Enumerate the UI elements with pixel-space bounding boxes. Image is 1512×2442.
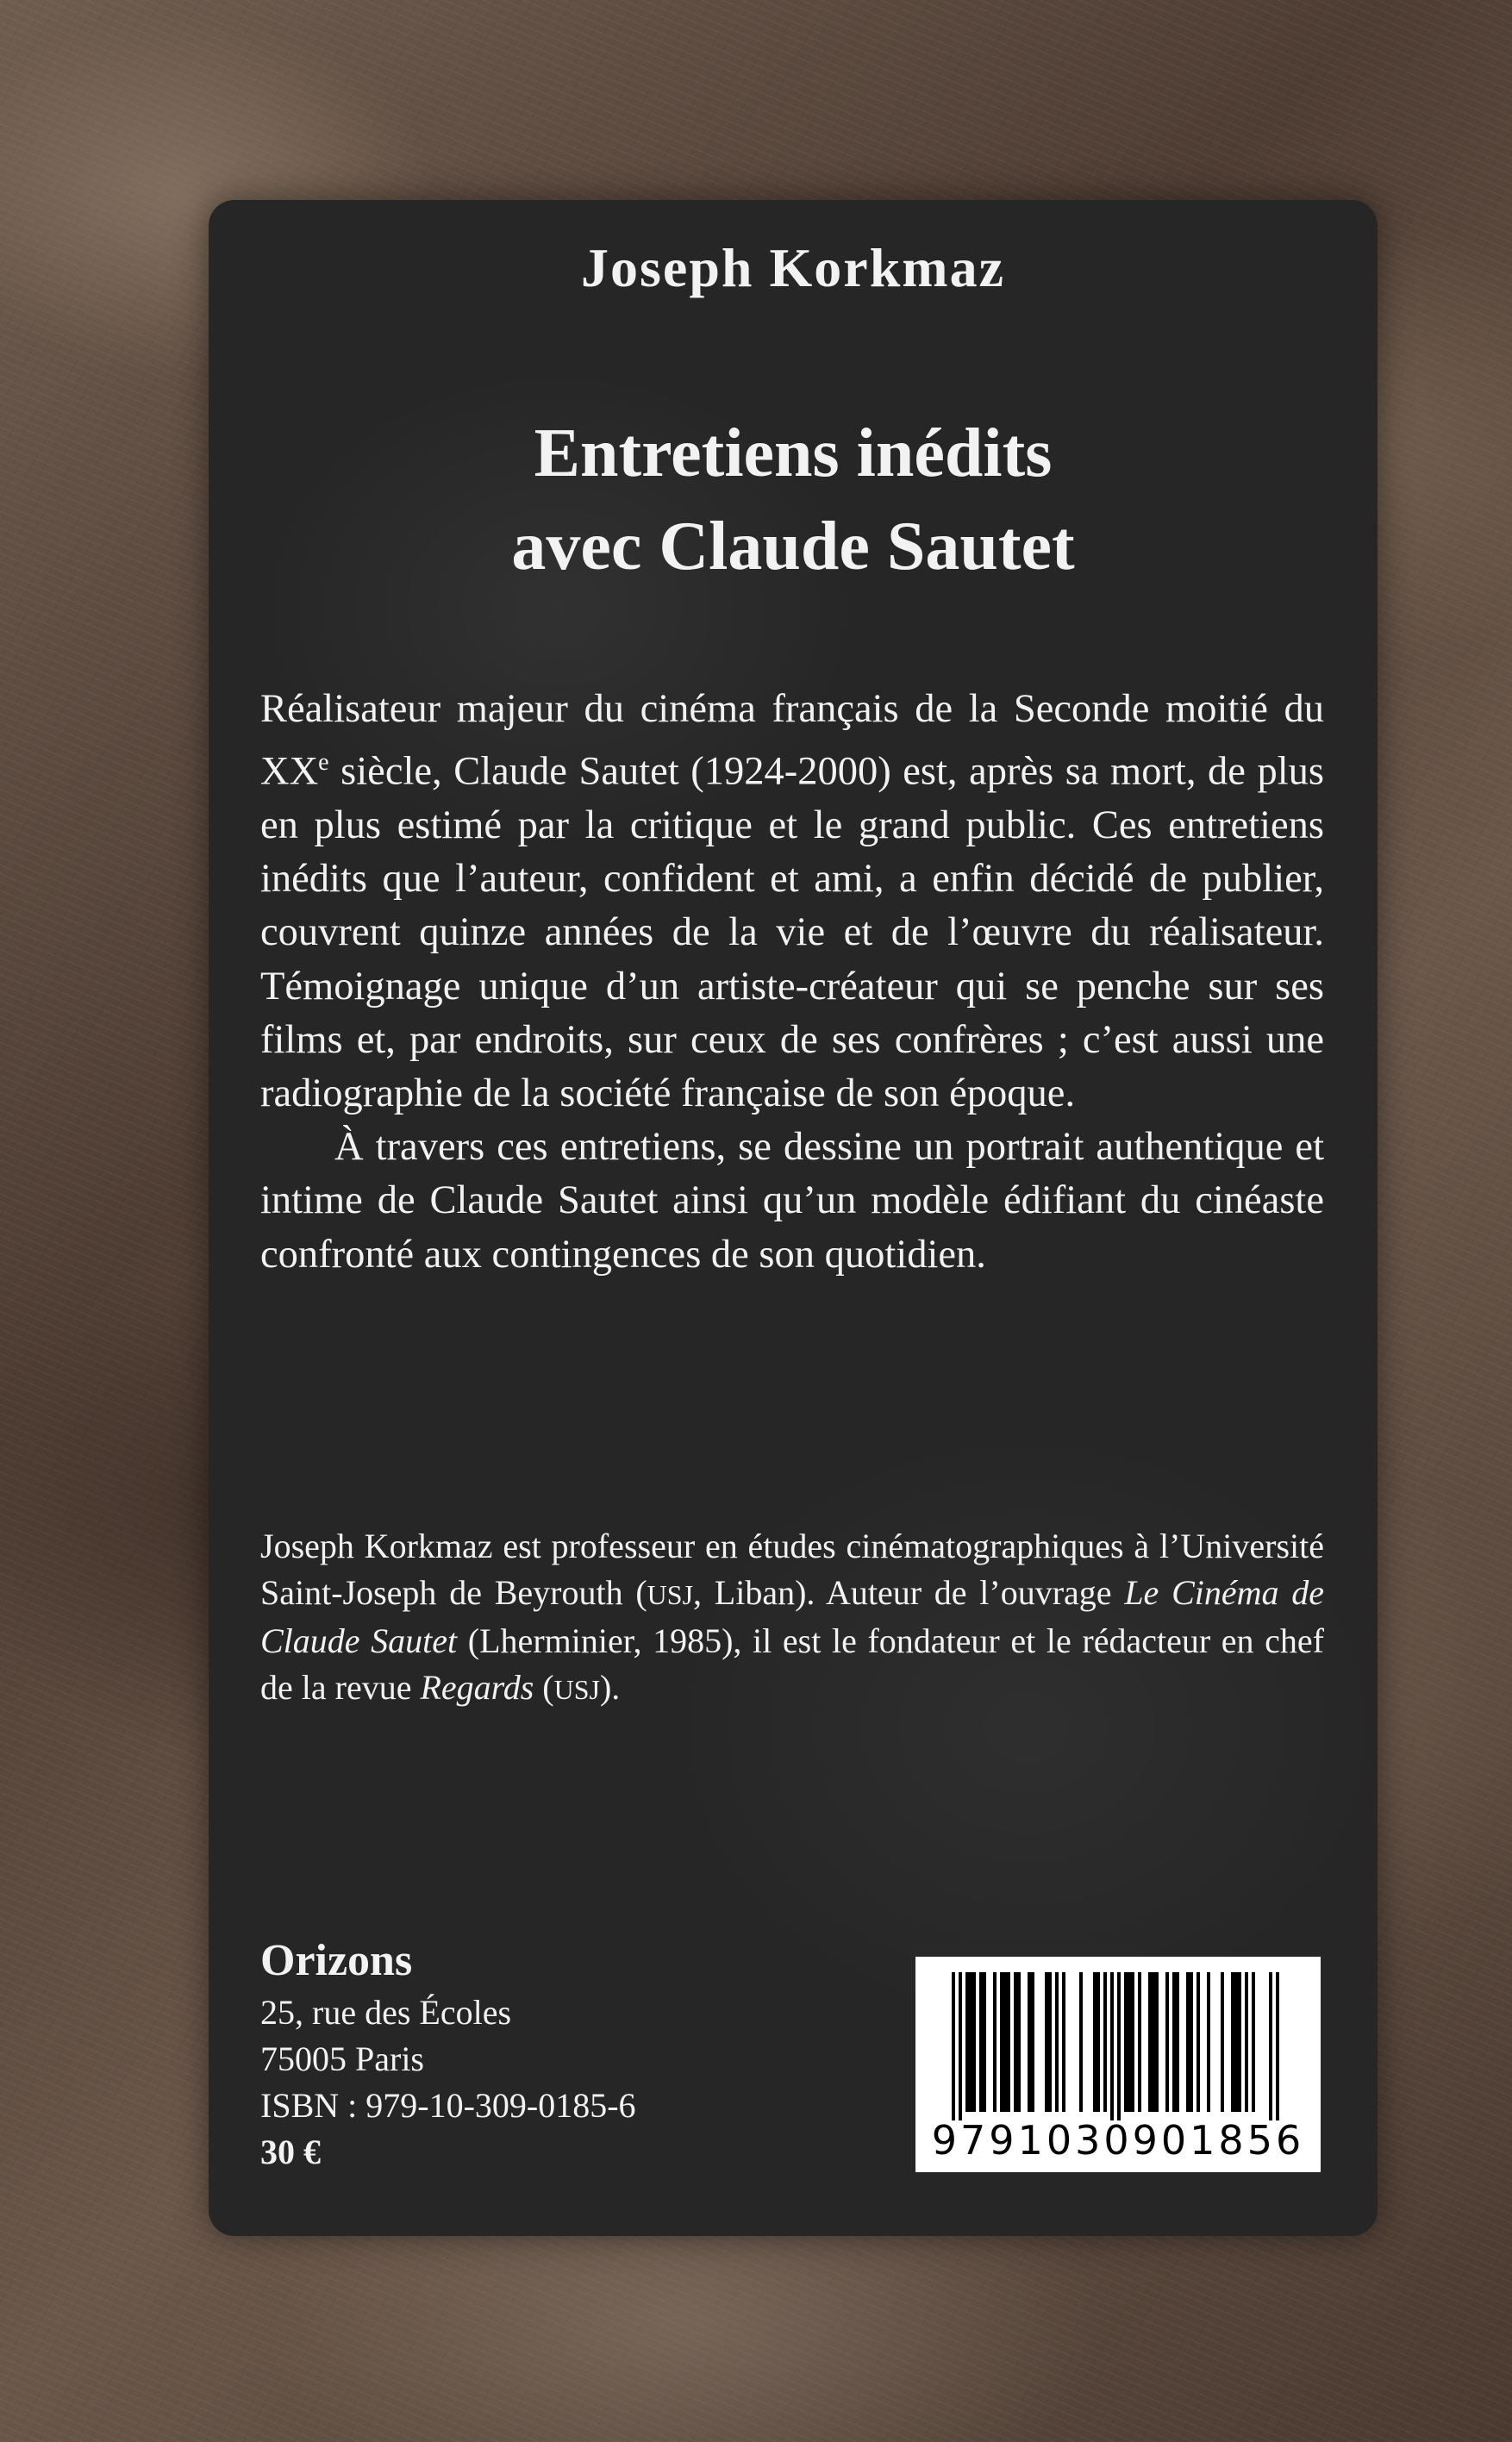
author-bio — [260, 1523, 1324, 1713]
barcode-bar — [993, 1972, 997, 2112]
barcode-bar — [952, 1972, 955, 2120]
barcode-bar — [979, 1972, 983, 2112]
barcode-bar — [1103, 1972, 1107, 2112]
barcode-bar — [1097, 1972, 1100, 2112]
barcode-bar — [1221, 1972, 1224, 2112]
blurb-paragraph-2: À travers ces entretiens, se dessine un portrait authentique et intime de Claude Sautet ainsi qu’un modèle édifiant du cinéaste confronté aux contingences de son quotidien. — [260, 1125, 1324, 1277]
barcode-bar — [1252, 1972, 1255, 2112]
book-title — [209, 407, 1378, 593]
bio-book-title: Le Cinéma de Claude Sautet — [260, 1573, 1325, 1660]
barcode-bar — [1124, 1972, 1128, 2112]
barcode-bar — [1131, 1972, 1134, 2112]
barcode-bar — [972, 1972, 976, 2112]
barcode-bar — [1176, 1972, 1179, 2112]
title-line-1: Entretiens inédits — [534, 415, 1053, 491]
barcode-bar — [1186, 1972, 1190, 2112]
publisher-street: 25, rue des Écoles — [260, 1993, 512, 2032]
barcode-bar — [1093, 1972, 1097, 2112]
barcode-bar — [1172, 1972, 1176, 2112]
barcode-bar — [1148, 1972, 1152, 2112]
bio-text: Joseph Korkmaz est professeur en études cinématographiques à l’Université Saint-Joseph de Beyrouth ( — [260, 1527, 1324, 1612]
bio-text: ). — [599, 1668, 621, 1707]
barcode-bar — [1017, 1972, 1021, 2112]
publisher-block — [260, 1933, 636, 2176]
blurb-text: Réalisateur majeur du cinéma français de la Seconde moitié du XX — [260, 687, 1324, 794]
barcode-bar — [1117, 1972, 1121, 2120]
barcode-bar — [1014, 1972, 1017, 2112]
barcode-bar — [1128, 1972, 1131, 2112]
barcode-bar — [1207, 1972, 1210, 2112]
barcode-bar — [1138, 1972, 1141, 2112]
cover-panel — [209, 200, 1378, 2236]
bio-usj: USJ — [553, 1674, 600, 1705]
barcode-bar — [969, 1972, 972, 2112]
blurb-paragraph-1 — [260, 683, 1324, 1121]
barcode-bar — [1165, 1972, 1169, 2112]
publisher-city: 75005 Paris — [260, 2039, 424, 2078]
barcode-bar — [1276, 1972, 1279, 2120]
barcode-bar — [1190, 1972, 1193, 2112]
barcode-bar — [1269, 1972, 1272, 2120]
barcode-bars — [915, 1957, 1321, 2120]
barcode-bar — [1155, 1972, 1159, 2112]
barcode-bar — [1055, 1972, 1059, 2112]
barcode-bar — [1000, 1972, 1003, 2112]
century-superscript: e — [318, 749, 329, 777]
bio-usj: USJ — [647, 1579, 694, 1610]
barcode-bar — [1238, 1972, 1241, 2112]
barcode-bar — [1079, 1972, 1083, 2112]
barcode-bar — [1196, 1972, 1200, 2112]
blurb-text: siècle, Claude Sautet (1924-2000) est, après sa mort, de plus en plus estimé par la critique et le grand public. Ces entretiens inédits que l’auteur, confident et ami, a enfin décidé de publier, couvrent quinze années de la vie et de l’œuvre du réalisateur. Témoignage unique d’un artiste-créateur qui se penche sur ses films et, par endroits, sur ceux de ses confrères ; c’est aussi une radiographie de la société française de son époque. — [260, 749, 1324, 1115]
barcode-bar — [1231, 1972, 1234, 2112]
barcode — [915, 1957, 1321, 2172]
barcode-bar — [1031, 1972, 1034, 2112]
bio-text: , Liban). Auteur de l’ouvrage — [693, 1573, 1125, 1612]
barcode-bar — [1234, 1972, 1238, 2112]
title-line-2: avec Claude Sautet — [511, 509, 1075, 584]
bio-text: ( — [534, 1668, 554, 1707]
isbn: ISBN : 979-10-309-0185-6 — [260, 2086, 636, 2125]
bio-text: (Lherminier, 1985), il est le fondateur et le rédacteur en chef de la revue — [260, 1621, 1324, 1707]
barcode-digits: 9791030901856 — [931, 2117, 1305, 2164]
bio-revue-title: Regards — [420, 1668, 534, 1707]
barcode-bar — [1028, 1972, 1031, 2112]
barcode-bar — [965, 1972, 969, 2112]
barcode-bar — [1110, 1972, 1114, 2120]
barcode-bar — [1007, 1972, 1010, 2112]
barcode-bar — [1062, 1972, 1065, 2112]
barcode-bar — [1045, 1972, 1048, 2112]
barcode-bar — [959, 1972, 962, 2120]
price: 30 € — [260, 2133, 321, 2171]
barcode-bar — [1048, 1972, 1052, 2112]
blurb — [260, 683, 1324, 1282]
author-name: Joseph Korkmaz — [581, 237, 1005, 298]
barcode-bar — [1003, 1972, 1007, 2112]
barcode-bar — [1152, 1972, 1155, 2112]
barcode-bar — [1245, 1972, 1248, 2112]
publisher-name: Orizons — [260, 1936, 413, 1985]
barcode-bar — [983, 1972, 986, 2112]
